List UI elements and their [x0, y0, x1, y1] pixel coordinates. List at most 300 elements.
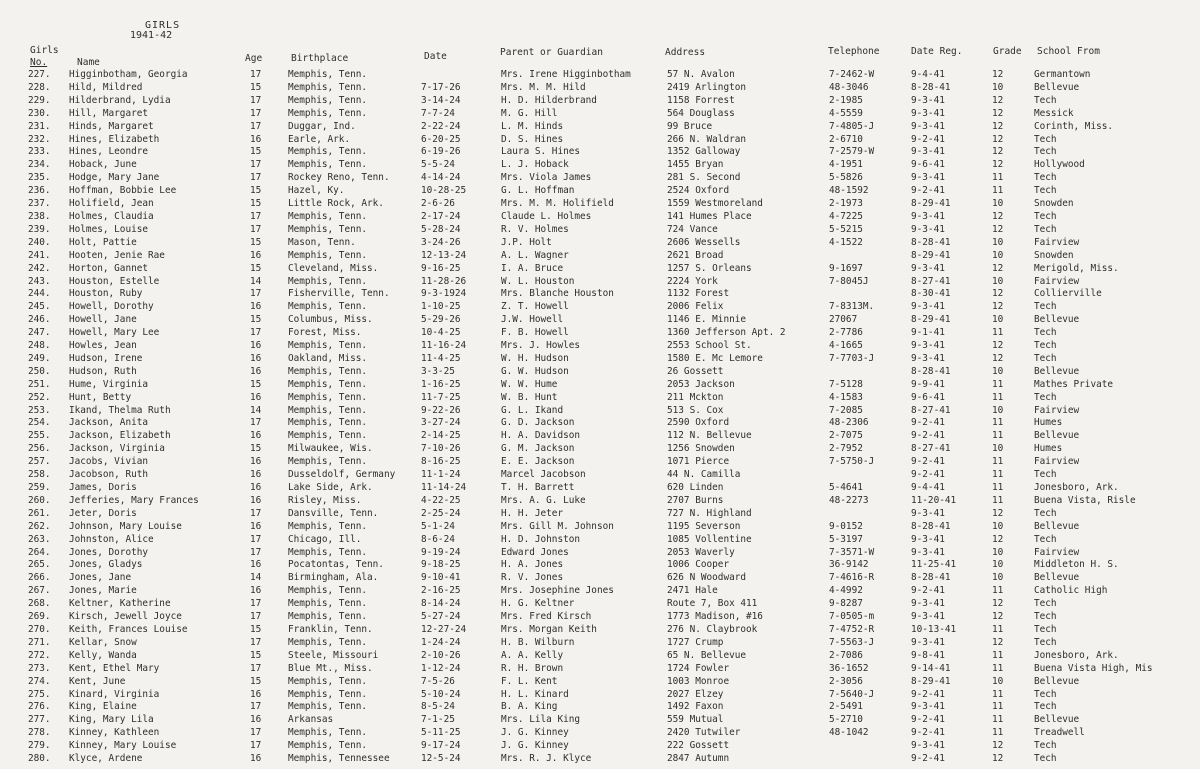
student-number: 278.: [28, 727, 51, 739]
table-row: [28, 314, 1200, 327]
school-from: Tech: [1034, 94, 1057, 106]
school-from: Corinth, Miss.: [1034, 120, 1114, 132]
school-from: Tech: [1034, 533, 1057, 545]
student-age: 17: [250, 69, 262, 80]
student-age: 16: [250, 456, 262, 468]
date-registered: 9-6-41: [911, 159, 945, 171]
table-row: [28, 237, 1200, 250]
student-birthplace: Memphis, Tenn.: [288, 159, 368, 171]
student-name: Holmes, Louise: [69, 223, 149, 235]
header-no: No.: [30, 57, 48, 68]
date-registered: 8-27-41: [911, 275, 951, 287]
parent-guardian: Mrs. A. G. Luke: [501, 494, 586, 506]
student-age: 16: [250, 249, 262, 261]
parent-guardian: H. L. Kinard: [501, 688, 569, 700]
student-birthplace: Memphis, Tenn.: [288, 611, 368, 623]
address: 65 N. Bellevue: [667, 649, 747, 661]
grade: 12: [992, 533, 1004, 545]
school-from: Tech: [1034, 688, 1057, 700]
school-from: Bellevue: [1034, 675, 1080, 687]
address: 57 N. Avalon: [667, 69, 735, 80]
parent-guardian: G. D. Jackson: [501, 417, 575, 429]
date-registered: 9-3-41: [911, 740, 945, 752]
birth-date: 8-5-24: [421, 701, 455, 713]
date-registered: 9-8-41: [911, 649, 945, 661]
parent-guardian: D. S. Hines: [501, 133, 564, 145]
grade: 10: [992, 236, 1004, 248]
parent-guardian: L. J. Hoback: [501, 159, 569, 171]
address: 1455 Bryan: [667, 159, 724, 171]
birth-date: 5-11-25: [421, 727, 461, 739]
table-row: [28, 547, 1200, 560]
student-name: Horton, Gannet: [69, 262, 149, 274]
address: 2053 Jackson: [667, 378, 735, 390]
address: 1132 Forest: [667, 288, 730, 300]
birth-date: 3-14-24: [421, 94, 461, 106]
grade: 10: [992, 314, 1004, 326]
telephone: 5-2710: [829, 714, 863, 726]
telephone: [829, 753, 911, 766]
student-age: 16: [250, 365, 262, 377]
telephone: 7-0505-m: [829, 611, 875, 623]
grade: 11: [992, 391, 1004, 403]
student-age: 17: [250, 288, 262, 300]
parent-guardian: J.P. Holt: [501, 236, 552, 248]
student-number: 266.: [28, 572, 51, 584]
date-registered: 8-29-41: [911, 314, 951, 326]
birth-date: 11-4-25: [421, 352, 461, 364]
school-from: Jonesboro, Ark.: [1034, 482, 1119, 493]
address: 1158 Forrest: [667, 94, 735, 106]
student-birthplace: Cleveland, Miss.: [288, 262, 379, 274]
address: 44 N. Camilla: [667, 469, 741, 481]
birth-date: 7-5-26: [421, 675, 455, 687]
date-registered: 9-3-41: [911, 146, 945, 158]
school-from: Bellevue: [1034, 314, 1080, 326]
grade: 10: [992, 675, 1004, 687]
address: 2471 Hale: [667, 585, 718, 597]
date-registered: 8-28-41: [911, 365, 951, 377]
student-age: 16: [250, 430, 262, 442]
student-birthplace: Memphis, Tenn.: [288, 430, 368, 442]
school-from: Fairview: [1034, 404, 1080, 416]
header-grade: Grade: [993, 46, 1022, 57]
parent-guardian: J. G. Kinney: [501, 727, 569, 739]
student-number: 268.: [28, 598, 51, 610]
parent-guardian: Mrs. J. Howles: [501, 340, 581, 352]
student-name: Houston, Estelle: [69, 275, 160, 287]
student-name: Jacobs, Vivian: [69, 456, 149, 468]
student-birthplace: Memphis, Tenn.: [288, 456, 368, 468]
telephone: 7-2085: [829, 404, 863, 416]
birth-date: 5-29-26: [421, 314, 461, 326]
grade: 12: [992, 301, 1004, 313]
student-name: Hild, Mildred: [69, 81, 143, 93]
parent-guardian: Mrs. Lila King: [501, 714, 581, 726]
telephone: 7-5750-J: [829, 456, 875, 468]
student-birthplace: Memphis, Tenn.: [288, 378, 368, 390]
student-number: 230.: [28, 107, 51, 119]
student-number: 270.: [28, 623, 51, 635]
student-name: Hume, Virginia: [69, 378, 149, 390]
student-age: 16: [250, 559, 262, 571]
address: 1773 Madison, #16: [667, 611, 763, 623]
grade: 10: [992, 404, 1004, 416]
table-row: [28, 69, 1200, 82]
birth-date: 3-24-26: [421, 236, 461, 248]
student-age: 15: [250, 146, 262, 158]
student-age: 16: [250, 688, 262, 700]
student-number: 255.: [28, 430, 51, 442]
birth-date: 7-7-24: [421, 107, 455, 119]
header-girls: Girls: [30, 45, 59, 56]
parent-guardian: Mrs. R. J. Klyce: [501, 753, 592, 765]
parent-guardian: H. A. Davidson: [501, 430, 581, 442]
student-name: Hinds, Margaret: [69, 120, 154, 132]
student-number: 248.: [28, 340, 51, 352]
address: 281 S. Second: [667, 172, 741, 184]
address: 1352 Galloway: [667, 146, 741, 158]
table-row: [28, 327, 1200, 340]
address: 1071 Pierce: [667, 456, 730, 468]
parent-guardian: W. H. Hudson: [501, 352, 569, 364]
address: 2053 Waverly: [667, 546, 735, 558]
address: 2606 Wessells: [667, 236, 741, 248]
telephone: 27067: [829, 314, 858, 326]
student-age: 16: [250, 340, 262, 352]
telephone: [829, 250, 911, 263]
school-from: Collierville: [1034, 288, 1102, 300]
student-birthplace: Memphis, Tenn.: [288, 727, 368, 739]
student-birthplace: Memphis, Tenn.: [288, 249, 368, 261]
birth-date: 1-24-24: [421, 636, 461, 648]
table-row: [28, 146, 1200, 159]
birth-date: 2-6-26: [421, 198, 455, 210]
parent-guardian: Mrs. Josephine Jones: [501, 585, 614, 597]
birth-date: 6-20-25: [421, 133, 461, 145]
school-from: Fairview: [1034, 236, 1080, 248]
student-number: 272.: [28, 649, 51, 661]
student-age: 16: [250, 352, 262, 364]
parent-guardian: J.W. Howell: [501, 314, 564, 326]
school-from: Hollywood: [1034, 159, 1085, 171]
student-name: Hoffman, Bobbie Lee: [69, 185, 177, 197]
birth-date: 3-3-25: [421, 365, 455, 377]
grade: 12: [992, 146, 1004, 158]
student-birthplace: Memphis, Tenn.: [288, 391, 368, 403]
roster-table: [28, 69, 1200, 766]
date-registered: 10-13-41: [911, 623, 957, 635]
table-row: [28, 676, 1200, 689]
student-name: Kinard, Virginia: [69, 688, 160, 700]
telephone: 2-1973: [829, 198, 863, 210]
student-name: Hunt, Betty: [69, 391, 132, 403]
birth-date: 1-12-24: [421, 662, 461, 674]
parent-guardian: Mrs. M. M. Holifield: [501, 198, 614, 210]
table-row: [28, 663, 1200, 676]
telephone: 7-5640-J: [829, 688, 875, 700]
student-name: Higginbotham, Georgia: [69, 69, 188, 80]
grade: 10: [992, 81, 1004, 93]
table-row: [28, 430, 1200, 443]
date-registered: 9-3-41: [911, 507, 945, 519]
grade: 10: [992, 559, 1004, 571]
telephone: 36-9142: [829, 559, 869, 571]
parent-guardian: G. W. Hudson: [501, 365, 569, 377]
birth-date: 10-28-25: [421, 185, 467, 197]
student-age: 17: [250, 120, 262, 132]
student-age: 16: [250, 520, 262, 532]
address: 112 N. Bellevue: [667, 430, 752, 442]
parent-guardian: Mrs. M. M. Hild: [501, 81, 586, 93]
student-age: 14: [250, 572, 262, 584]
parent-guardian: Mrs. Morgan Keith: [501, 623, 597, 635]
table-row: [28, 198, 1200, 211]
grade: 12: [992, 507, 1004, 519]
student-age: 14: [250, 404, 262, 416]
student-birthplace: Memphis, Tennessee: [288, 753, 390, 765]
student-age: 17: [250, 223, 262, 235]
table-row: [28, 637, 1200, 650]
grade: 11: [992, 649, 1004, 661]
birth-date: 4-22-25: [421, 494, 461, 506]
student-number: 252.: [28, 391, 51, 403]
table-row: [28, 611, 1200, 624]
parent-guardian: W. W. Hume: [501, 378, 558, 390]
grade: 12: [992, 352, 1004, 364]
student-age: 16: [250, 301, 262, 313]
birth-date: 10-4-25: [421, 327, 461, 339]
grade: 12: [992, 340, 1004, 352]
date-registered: 9-2-41: [911, 727, 945, 739]
student-age: 17: [250, 159, 262, 171]
parent-guardian: H. H. Jeter: [501, 507, 564, 519]
student-birthplace: Chicago, Ill.: [288, 533, 362, 545]
student-age: 17: [250, 507, 262, 519]
address: 1724 Fowler: [667, 662, 730, 674]
student-number: 262.: [28, 520, 51, 532]
address: 1146 E. Minnie: [667, 314, 747, 326]
telephone: 48-3046: [829, 81, 869, 93]
student-birthplace: Steele, Missouri: [288, 649, 379, 661]
student-birthplace: Forest, Miss.: [288, 327, 362, 339]
student-name: Jones, Jane: [69, 572, 132, 584]
student-age: 16: [250, 494, 262, 506]
school-from: Bellevue: [1034, 430, 1080, 442]
telephone: 9-1697: [829, 262, 863, 274]
birth-date: 11-16-24: [421, 340, 467, 352]
table-row: [28, 534, 1200, 547]
parent-guardian: Marcel Jacobson: [501, 469, 586, 481]
student-number: 249.: [28, 352, 51, 364]
parent-guardian: R. V. Holmes: [501, 223, 569, 235]
telephone: 7-2579-W: [829, 146, 875, 158]
parent-guardian: H. D. Johnston: [501, 533, 581, 545]
birth-date: 9-10-41: [421, 572, 461, 584]
address: 1085 Vollentine: [667, 533, 752, 545]
birth-date: 7-10-26: [421, 443, 461, 455]
birth-date: 11-1-24: [421, 469, 461, 481]
student-age: 15: [250, 314, 262, 326]
telephone: 7-4805-J: [829, 120, 875, 132]
student-number: 259.: [28, 482, 51, 493]
parent-guardian: H. B. Wilburn: [501, 636, 575, 648]
address: Route 7, Box 411: [667, 598, 758, 610]
school-from: Buena Vista, Risle: [1034, 494, 1136, 506]
address: 559 Mutual: [667, 714, 724, 726]
grade: 12: [992, 107, 1004, 119]
address: 2006 Felix: [667, 301, 724, 313]
student-age: 15: [250, 443, 262, 455]
grade: 11: [992, 662, 1004, 674]
student-name: Ikand, Thelma Ruth: [69, 404, 171, 416]
school-from: Tech: [1034, 623, 1057, 635]
telephone: 2-3056: [829, 675, 863, 687]
birth-date: 8-6-24: [421, 533, 455, 545]
address: 1195 Severson: [667, 520, 741, 532]
table-row: [28, 585, 1200, 598]
parent-guardian: B. A. King: [501, 701, 558, 713]
grade: 10: [992, 365, 1004, 377]
student-birthplace: Blue Mt., Miss.: [288, 662, 373, 674]
student-birthplace: Memphis, Tenn.: [288, 675, 368, 687]
date-registered: 9-3-41: [911, 340, 945, 352]
school-from: Bellevue: [1034, 714, 1080, 726]
grade: 11: [992, 185, 1004, 197]
grade: 12: [992, 598, 1004, 610]
parent-guardian: Mrs. Viola James: [501, 172, 592, 184]
school-from: Germantown: [1034, 69, 1091, 80]
telephone: 4-1665: [829, 340, 863, 352]
student-number: 256.: [28, 443, 51, 455]
address: 727 N. Highland: [667, 507, 752, 519]
header-telephone: Telephone: [828, 46, 880, 57]
header-address: Address: [665, 47, 706, 58]
table-row: [28, 340, 1200, 353]
student-birthplace: Memphis, Tenn.: [288, 417, 368, 429]
telephone: 4-1951: [829, 159, 863, 171]
table-row: [28, 572, 1200, 585]
address: 2419 Arlington: [667, 81, 747, 93]
telephone: [829, 508, 911, 521]
address: 2420 Tutwiler: [667, 727, 741, 739]
student-name: Kinney, Kathleen: [69, 727, 160, 739]
table-row: [28, 456, 1200, 469]
table-row: [28, 95, 1200, 108]
table-row: [28, 559, 1200, 572]
school-from: Tech: [1034, 740, 1057, 752]
student-age: 15: [250, 185, 262, 197]
date-registered: 8-28-41: [911, 81, 951, 93]
school-from: Bellevue: [1034, 365, 1080, 377]
student-name: Houston, Ruby: [69, 288, 143, 300]
student-birthplace: Oakland, Miss.: [288, 352, 368, 364]
student-age: 16: [250, 753, 262, 765]
address: 211 Mckton: [667, 391, 724, 403]
student-name: King, Elaine: [69, 701, 137, 713]
address: 626 N Woodward: [667, 572, 747, 584]
parent-guardian: Mrs. Blanche Houston: [501, 288, 614, 300]
student-name: Jefferies, Mary Frances: [69, 494, 199, 506]
table-row: [28, 276, 1200, 289]
student-birthplace: Memphis, Tenn.: [288, 688, 368, 700]
header-school-from: School From: [1037, 46, 1100, 57]
student-birthplace: Pocatontas, Tenn.: [288, 559, 384, 571]
school-from: Jonesboro, Ark.: [1034, 649, 1119, 661]
grade: 10: [992, 249, 1004, 261]
parent-guardian: E. E. Jackson: [501, 456, 575, 468]
student-number: 235.: [28, 172, 51, 184]
student-name: Jackson, Elizabeth: [69, 430, 171, 442]
birth-date: 11-28-26: [421, 275, 467, 287]
table-row: [28, 172, 1200, 185]
grade: 11: [992, 727, 1004, 739]
date-registered: 9-3-41: [911, 546, 945, 558]
address: 724 Vance: [667, 223, 718, 235]
student-age: 17: [250, 636, 262, 648]
telephone: 7-8045J: [829, 275, 869, 287]
student-age: 16: [250, 585, 262, 597]
student-name: Holt, Pattie: [69, 236, 137, 248]
table-row: [28, 108, 1200, 121]
school-from: Bellevue: [1034, 81, 1080, 93]
student-name: Jones, Gladys: [69, 559, 143, 571]
telephone: 2-5491: [829, 701, 863, 713]
student-number: 231.: [28, 120, 51, 132]
table-row: [28, 727, 1200, 740]
school-from: Tech: [1034, 146, 1057, 158]
table-row: [28, 353, 1200, 366]
student-name: Jeter, Doris: [69, 507, 137, 519]
table-row: [28, 689, 1200, 702]
birth-date: 5-10-24: [421, 688, 461, 700]
telephone: 7-5128: [829, 378, 863, 390]
student-number: 260.: [28, 494, 51, 506]
birth-date: 6-19-26: [421, 146, 461, 158]
date-registered: 9-2-41: [911, 417, 945, 429]
birth-date: 3-27-24: [421, 417, 461, 429]
table-row: [28, 753, 1200, 766]
school-from: Fairview: [1034, 275, 1080, 287]
school-from: Middleton H. S.: [1034, 559, 1119, 571]
telephone: 2-7952: [829, 443, 863, 455]
student-age: 15: [250, 262, 262, 274]
student-age: 17: [250, 327, 262, 339]
student-number: 247.: [28, 327, 51, 339]
date-registered: 9-2-41: [911, 133, 945, 145]
parent-guardian: G. L. Hoffman: [501, 185, 575, 197]
grade: 12: [992, 133, 1004, 145]
student-number: 239.: [28, 223, 51, 235]
date-registered: 9-4-41: [911, 482, 945, 493]
student-name: Hudson, Ruth: [69, 365, 137, 377]
student-number: 276.: [28, 701, 51, 713]
school-from: Tech: [1034, 391, 1057, 403]
school-from: Tech: [1034, 223, 1057, 235]
student-age: 17: [250, 417, 262, 429]
student-age: 17: [250, 172, 262, 184]
student-number: 254.: [28, 417, 51, 429]
parent-guardian: R. V. Jones: [501, 572, 564, 584]
student-birthplace: Duggar, Ind.: [288, 120, 356, 132]
telephone: 5-5215: [829, 223, 863, 235]
grade: 11: [992, 430, 1004, 442]
birth-date: 5-1-24: [421, 520, 455, 532]
date-registered: 8-27-41: [911, 443, 951, 455]
school-from: Treadwell: [1034, 727, 1085, 739]
date-registered: 8-29-41: [911, 198, 951, 210]
student-age: 16: [250, 133, 262, 145]
